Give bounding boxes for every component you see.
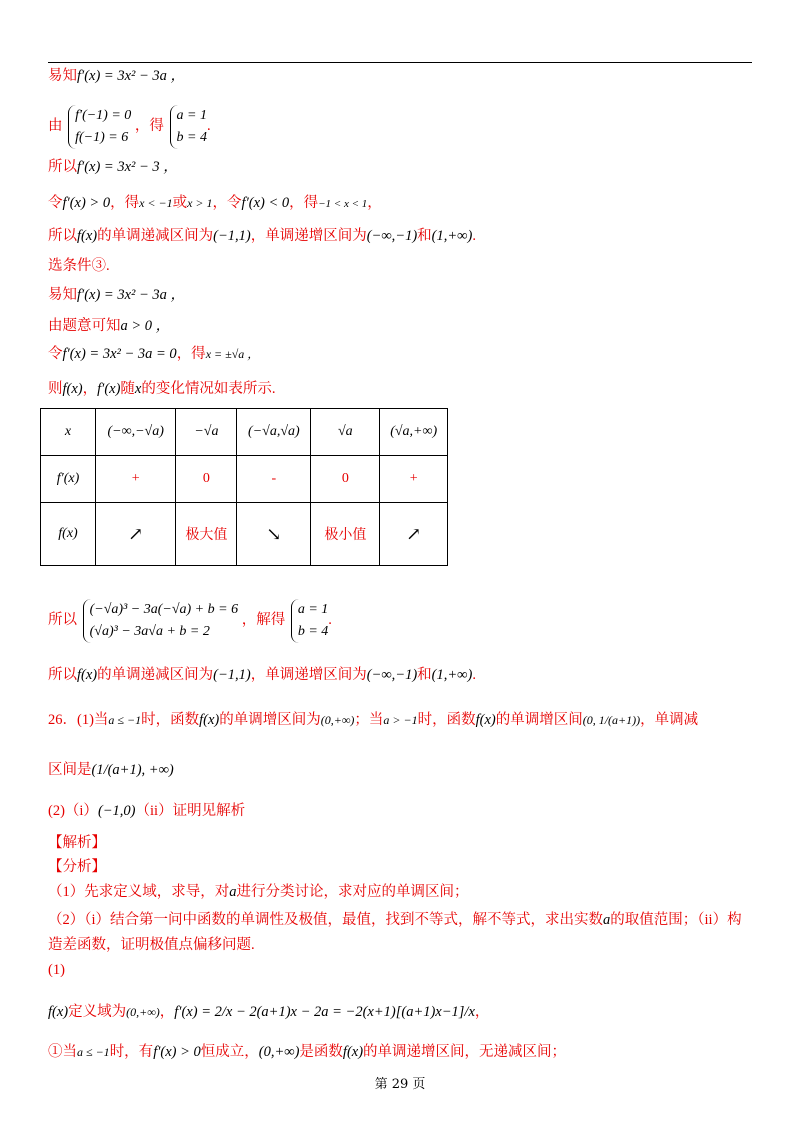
line-9	[48, 344, 259, 364]
equation: (−√a)³ − 3a(−√a) + b = 6	[89, 601, 239, 617]
formula: a > −1	[383, 713, 418, 727]
analysis-step-2-cont: 造差函数，证明极值点偏移问题.	[48, 937, 255, 953]
text: 的单调递减区间为	[97, 667, 214, 683]
formula: f(x)	[475, 712, 496, 728]
table-cell: (−√a,√a)	[237, 409, 311, 456]
text: 的取值范围；（ii）构	[610, 912, 742, 928]
variation-table	[40, 408, 448, 566]
formula: a	[603, 912, 611, 928]
text: （ii）证明见解析	[135, 803, 246, 819]
text: 随	[120, 381, 135, 397]
line-1	[48, 66, 185, 86]
line-11	[48, 590, 332, 650]
formula: (0,+∞)	[126, 1005, 160, 1019]
text: 所以	[48, 667, 77, 683]
question-26-part-2	[48, 801, 245, 821]
equation: f′(−1) = 0	[75, 107, 132, 123]
table-cell: +	[380, 456, 448, 503]
text: 的单调增区间为	[219, 712, 321, 728]
text: 所以	[48, 228, 77, 244]
equation: b = 4	[176, 129, 207, 145]
formula: a ≤ −1	[108, 713, 142, 727]
table-cell: (√a,+∞)	[380, 409, 448, 456]
equation: b = 4	[297, 623, 329, 639]
text: ，令	[212, 195, 242, 211]
text: 则	[48, 381, 63, 397]
text: 是函数	[299, 1044, 343, 1060]
text: 的变化情况如表所示.	[141, 381, 276, 397]
question-26-answer-1	[48, 710, 698, 730]
formula: (0, 1/(a+1))	[582, 713, 641, 727]
solution-part-1-label: (1)	[48, 962, 65, 978]
table-cell: −√a	[176, 409, 237, 456]
formula: (−1,1)	[213, 228, 251, 244]
table-cell: 0	[311, 456, 380, 503]
formula: f′(x) < 0	[241, 195, 290, 211]
formula: x = ±√a ，	[205, 347, 260, 361]
section-heading: 【分析】	[48, 859, 106, 875]
text: 时，有	[109, 1044, 154, 1060]
text: 易知	[48, 287, 77, 303]
text: ，得	[134, 118, 164, 134]
line-12	[48, 665, 476, 685]
line-2	[48, 104, 211, 148]
decreasing-arrow: ↘	[237, 503, 311, 566]
table-cell: x	[41, 409, 96, 456]
analysis-step-2	[48, 910, 742, 930]
formula: f(x)	[77, 228, 98, 244]
page-number: 第 29 页	[374, 1077, 426, 1092]
table-row-function	[41, 503, 448, 566]
equation: (√a)³ − 3a√a + b = 2	[89, 623, 210, 639]
analysis-step-domain	[48, 1002, 489, 1022]
text: 令	[48, 346, 63, 362]
table-cell: f(x)	[41, 503, 96, 566]
formula: f′(x) = 3x² − 3 ，	[77, 159, 178, 175]
formula: (−1,1)	[213, 667, 251, 683]
formula: a > 0 ，	[120, 318, 171, 334]
line-8	[48, 316, 170, 336]
analysis-step-1	[48, 882, 469, 902]
table-cell: -	[237, 456, 311, 503]
text: 区间是	[48, 762, 92, 778]
text: 进行分类讨论，求对应的单调区间；	[236, 884, 469, 900]
text: .	[472, 228, 476, 244]
text: ，	[159, 1004, 175, 1020]
text: 所以	[48, 612, 77, 628]
formula: a ≤ −1	[77, 1045, 110, 1059]
line-7	[48, 285, 185, 305]
formula: x	[134, 381, 142, 397]
formula: (1,+∞)	[431, 228, 473, 244]
formula: f′(x) > 0	[153, 1044, 201, 1060]
formula: x > 1	[187, 196, 213, 210]
equation-system	[68, 105, 131, 149]
text: ，	[367, 195, 382, 211]
text: ，得	[110, 195, 140, 211]
table-cell: f′(x)	[41, 456, 96, 503]
text: 所以	[48, 159, 77, 175]
formula: −1 < x < 1	[318, 198, 368, 210]
formula: f′(x) = 3x² − 3a ，	[77, 68, 186, 84]
line-10	[48, 379, 275, 399]
analysis-case-1	[48, 1042, 566, 1062]
equation: f(−1) = 6	[75, 129, 129, 145]
solution-system	[291, 599, 328, 643]
text: ；当	[354, 712, 384, 728]
increasing-arrow: ↗	[380, 503, 448, 566]
formula: f(x)	[199, 712, 220, 728]
table-cell: 0	[176, 456, 237, 503]
text: （1）先求定义域，求导，对	[48, 884, 230, 900]
table-row-x	[41, 409, 448, 456]
equation-system	[83, 599, 238, 643]
text: 由	[48, 118, 63, 134]
text: 时，函数	[417, 712, 476, 728]
formula: (−∞,−1)	[366, 667, 418, 683]
formula: f(x)	[77, 667, 98, 683]
text: 和	[417, 667, 432, 683]
text: ，得	[289, 195, 319, 211]
line-6: 选条件③.	[48, 258, 110, 274]
formula: a	[229, 884, 237, 900]
text: ，	[474, 1004, 490, 1020]
equation: a = 1	[176, 107, 207, 123]
text: .	[207, 118, 211, 134]
formula: (0,+∞)	[320, 713, 355, 727]
text: 定义域为	[68, 1004, 127, 1020]
text: ，得	[176, 346, 206, 362]
text: 的单调递减区间为	[97, 228, 214, 244]
question-26-answer-2	[48, 760, 174, 780]
text: ，单调递增区间为	[250, 228, 367, 244]
line-4	[48, 193, 382, 214]
text: 易知	[48, 68, 77, 84]
formula: f′(x) > 0	[62, 195, 111, 211]
text: 的单调增区间	[495, 712, 583, 728]
text: ，单调减	[640, 712, 699, 728]
formula: (−∞,−1)	[366, 228, 418, 244]
text: .	[472, 667, 476, 683]
text: 恒成立，	[200, 1044, 259, 1060]
text: 由题意可知	[48, 318, 121, 334]
text: ，单调递增区间为	[250, 667, 367, 683]
line-3	[48, 157, 178, 177]
text: 和	[417, 228, 432, 244]
formula: f′(x) = 2/x − 2(a+1)x − 2a = −2(x+1)[(a+1)x−1]/x	[174, 1004, 475, 1020]
text: 26．(1)当	[48, 712, 109, 728]
line-5	[48, 226, 476, 246]
formula: (1,+∞)	[431, 667, 473, 683]
table-cell: √a	[311, 409, 380, 456]
text: .	[328, 612, 332, 628]
text: 时，函数	[141, 712, 200, 728]
formula: f(x)	[342, 1044, 364, 1060]
text: ，	[82, 381, 98, 397]
text: (2)（i）	[48, 803, 98, 819]
header-rule	[48, 62, 752, 63]
formula: (1/(a+1), +∞)	[91, 762, 174, 778]
table-row-derivative	[41, 456, 448, 503]
formula: (−1,0)	[97, 803, 136, 819]
text: ，解得	[241, 612, 286, 628]
formula: f(x)	[48, 1004, 69, 1020]
text: 令	[48, 195, 63, 211]
formula: (0,+∞)	[258, 1044, 300, 1060]
formula: x < −1	[139, 196, 173, 210]
text: 或	[172, 195, 188, 211]
text: ①当	[48, 1044, 77, 1060]
text: （2）（i）结合第一问中函数的单调性及极值，最值，找到不等式，解不等式，求出实数	[48, 912, 604, 928]
section-heading: 【解析】	[48, 835, 106, 851]
increasing-arrow: ↗	[96, 503, 176, 566]
formula: f′(x) = 3x² − 3a ，	[77, 287, 186, 303]
text: 的单调递增区间，无递减区间；	[363, 1044, 567, 1060]
formula: f′(x) = 3x² − 3a = 0	[62, 346, 177, 362]
table-cell: 极大值	[176, 503, 237, 566]
table-cell: (−∞,−√a)	[96, 409, 176, 456]
solution-system	[170, 105, 207, 149]
equation: a = 1	[297, 601, 329, 617]
formula: f(x)	[62, 381, 83, 397]
table-cell: 极小值	[311, 503, 380, 566]
formula: f′(x)	[97, 381, 121, 397]
table-cell: +	[96, 456, 176, 503]
